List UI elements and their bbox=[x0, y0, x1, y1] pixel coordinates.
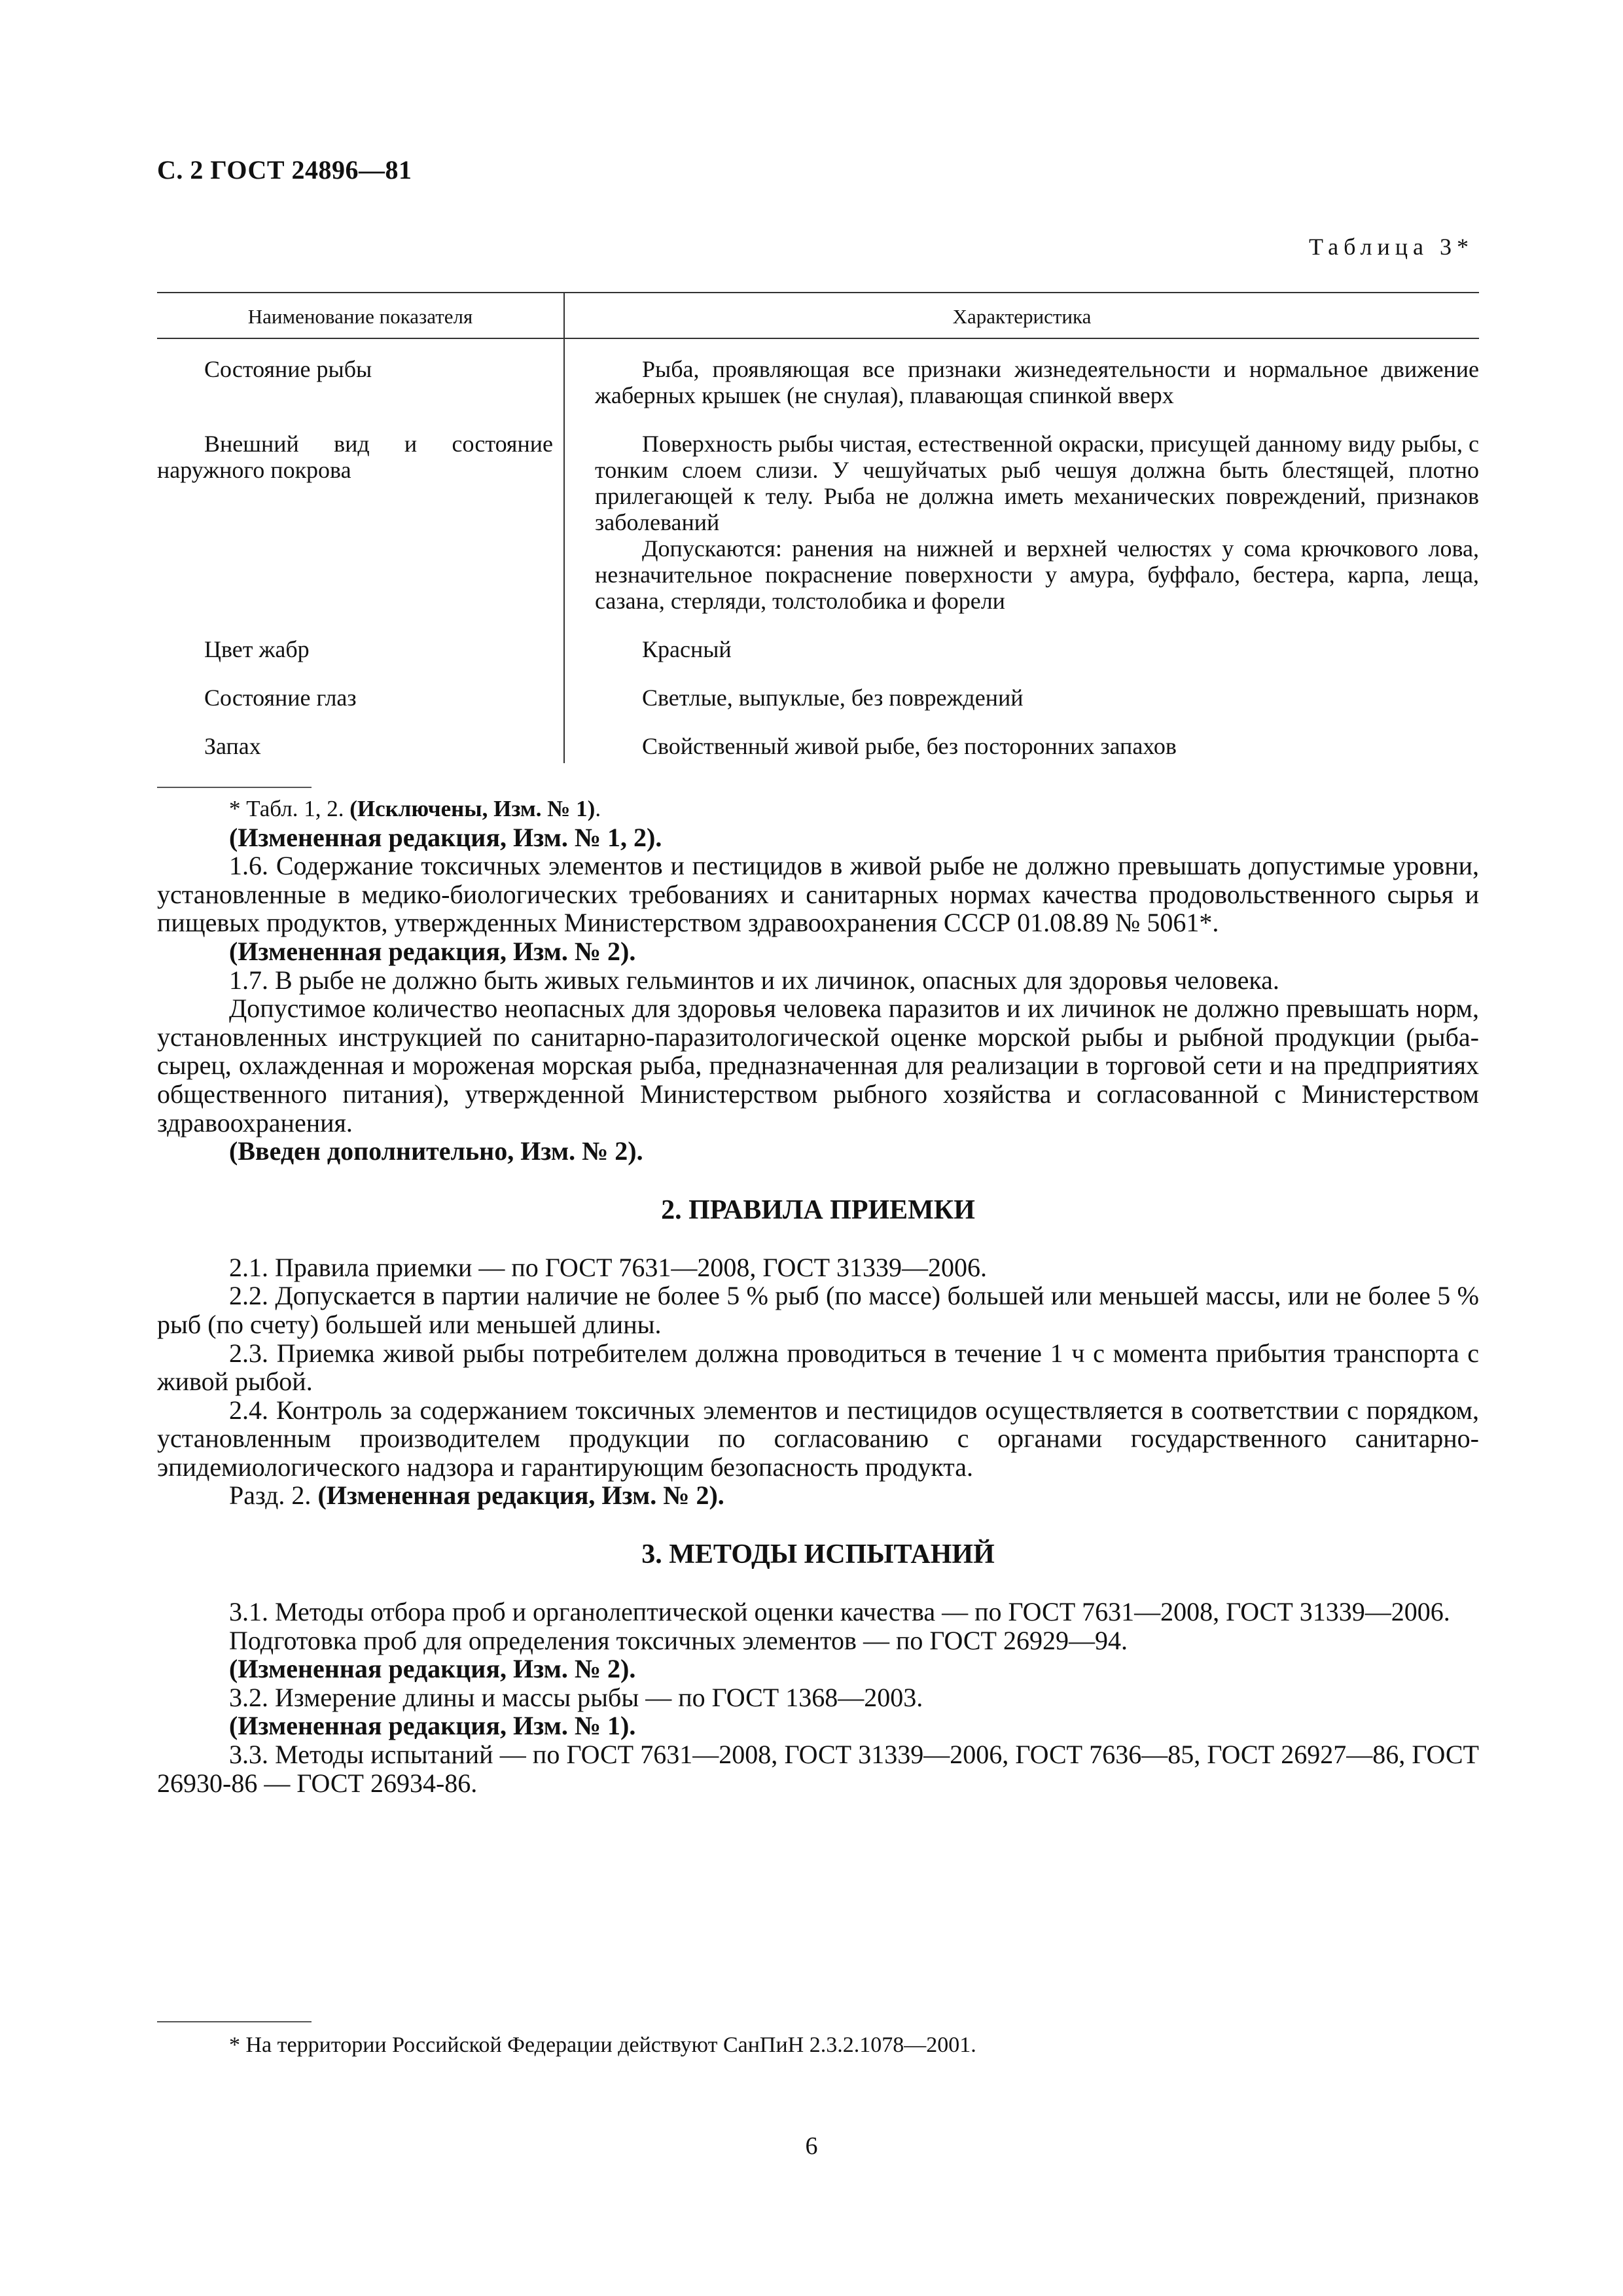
paragraph-1-6: 1.6. Содержание токсичных элементов и пестицидов в живой рыбе не должно превышать допустимые уровни, установленные в медико-биологических требованиях и санитарных нормах качества продовольственного сырья и пищевых продуктов, утвержденных Министерством здравоохранения СССР 01.08.89 № 5061*. bbox=[157, 851, 1479, 938]
row-name: Внешний вид и состояние наружного покрова bbox=[157, 431, 553, 483]
table-header-row bbox=[157, 293, 1479, 338]
paragraph-1-7-parasites: Допустимое количество неопасных для здоровья человека паразитов и их личинок не должно превышать норм, установленных инструкцией по санитарно-паразитологической оценке морской рыбы и рыбной продукции (рыба-сырец, охлажденная и мороженая морская рыба, предназначенная для реализации в торговой сети и на предприятиях общественного питания), утвержденной Министерством рыбного хозяйства и согласованной с Министерством здравоохранения. bbox=[157, 994, 1479, 1138]
row-value: Свойственный живой рыбе, без посторонних запахов bbox=[642, 733, 1177, 759]
paragraph-3-1: 3.1. Методы отбора проб и органолептической оценки качества — по ГОСТ 7631—2008, ГОСТ 31339—2006. bbox=[229, 1597, 1450, 1627]
paragraph-2-4: 2.4. Контроль за содержанием токсичных элементов и пестицидов осуществляется в соответствии с порядком, установленным производителем продукции по согласованию с органами государственного санитарно-эпидемиологического надзора и гарантирующим безопасность продукта. bbox=[157, 1395, 1479, 1482]
table-note: * Табл. 1, 2. (Исключены, Изм. № 1). bbox=[229, 796, 601, 821]
row-value: Рыба, проявляющая все признаки жизнедеятельности и нормальное движение жаберных крышек (не снулая), плавающая спинкой вверх bbox=[595, 356, 1479, 408]
amendment-note: (Измененная редакция, Изм. № 1, 2). bbox=[229, 822, 662, 852]
table-row bbox=[157, 685, 1479, 733]
page-header: С. 2 ГОСТ 24896—81 bbox=[157, 155, 412, 185]
page-number: 6 bbox=[805, 2132, 818, 2160]
column-header-name: Наименование показателя bbox=[157, 293, 564, 338]
paragraph-1-7: 1.7. В рыбе не должно быть живых гельминтов и их личинок, опасных для здоровья человека. bbox=[229, 965, 1279, 995]
table-caption: Таблица 3* bbox=[1309, 234, 1474, 260]
amendment-note: (Измененная редакция, Изм. № 1). bbox=[229, 1711, 636, 1741]
column-header-characteristic: Характеристика bbox=[564, 293, 1479, 338]
body-text bbox=[157, 795, 1479, 1797]
row-value-extra: Допускаются: ранения на нижней и верхней челюстях у сома крючкового лова, незначительное покраснение поверхности у амура, буффало, бестера, карпа, леща, сазана, стерляди, толстолобика и форели bbox=[595, 535, 1479, 614]
row-value: Светлые, выпуклые, без повреждений bbox=[642, 685, 1024, 711]
amendment-note: (Измененная редакция, Изм. № 2). bbox=[229, 1654, 636, 1684]
table-row bbox=[157, 338, 1479, 431]
row-name: Состояние рыбы bbox=[204, 356, 372, 382]
row-value: Красный bbox=[642, 636, 732, 662]
row-name: Цвет жабр bbox=[204, 636, 310, 662]
paragraph-3-3: 3.3. Методы испытаний — по ГОСТ 7631—2008, ГОСТ 31339—2006, ГОСТ 7636—85, ГОСТ 26927—86, ГОСТ 26930-86 — ГОСТ 26934-86. bbox=[157, 1740, 1479, 1798]
row-name: Состояние глаз bbox=[204, 685, 357, 711]
paragraph-3-1-samples: Подготовка проб для определения токсичных элементов — по ГОСТ 26929—94. bbox=[229, 1625, 1128, 1655]
table-row bbox=[157, 733, 1479, 763]
paragraph-2-3: 2.3. Приемка живой рыбы потребителем должна проводиться в течение 1 ч с момента прибытия транспорта с живой рыбой. bbox=[157, 1338, 1479, 1397]
amendment-note: (Измененная редакция, Изм. № 2). bbox=[229, 936, 636, 966]
section-2-amendment: Разд. 2. (Измененная редакция, Изм. № 2). bbox=[229, 1480, 724, 1511]
table-divider bbox=[157, 787, 312, 788]
amendment-note: (Введен дополнительно, Изм. № 2). bbox=[229, 1136, 643, 1166]
paragraph-2-1: 2.1. Правила приемки — по ГОСТ 7631—2008, ГОСТ 31339—2006. bbox=[229, 1252, 988, 1282]
row-name: Запах bbox=[204, 733, 261, 759]
table-row bbox=[157, 636, 1479, 685]
section-3-title: 3. МЕТОДЫ ИСПЫТАНИЙ bbox=[641, 1539, 995, 1570]
footnote-divider bbox=[157, 2021, 312, 2022]
footnote: * На территории Российской Федерации действуют СанПиН 2.3.2.1078—2001. bbox=[229, 2033, 976, 2057]
section-2-title: 2. ПРАВИЛА ПРИЕМКИ bbox=[661, 1194, 975, 1225]
paragraph-3-2: 3.2. Измерение длины и массы рыбы — по ГОСТ 1368—2003. bbox=[229, 1682, 923, 1712]
characteristics-table bbox=[157, 292, 1479, 763]
row-value: Поверхность рыбы чистая, естественной окраски, присущей данному виду рыбы, с тонким слоем слизи. У чешуйчатых рыб чешуя должна быть блестящей, плотно прилегающей к телу. Рыба не должна иметь механических повреждений, признаков заболеваний bbox=[595, 431, 1479, 535]
table-row bbox=[157, 431, 1479, 636]
paragraph-2-2: 2.2. Допускается в партии наличие не более 5 % рыб (по массе) большей или меньшей массы, или не более 5 % рыб (по счету) большей или меньшей длины. bbox=[157, 1281, 1479, 1339]
